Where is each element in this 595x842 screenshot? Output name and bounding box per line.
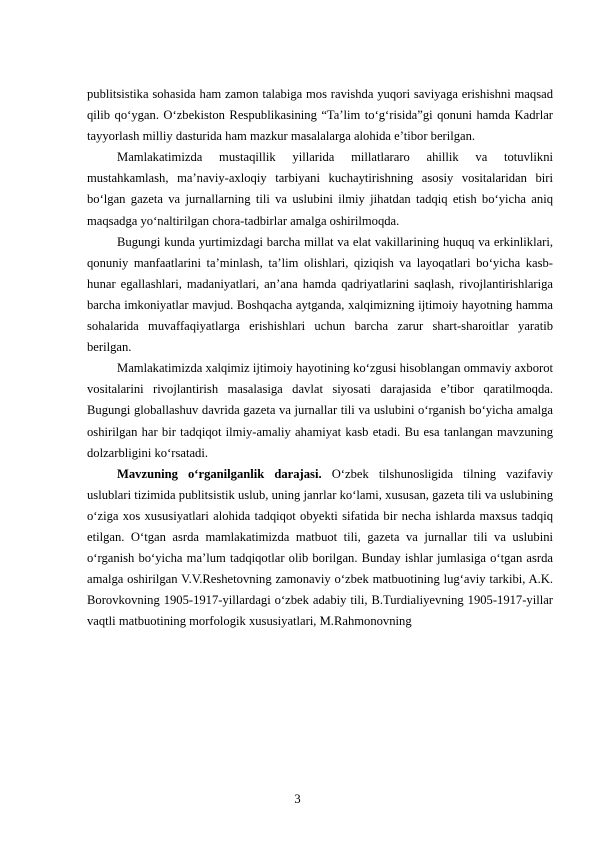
paragraph-bugungi-kunda: Bugungi kunda yurtimizdagi barcha millat va elat vakillarining huquq va erkinliklari, qonuniy manfaatlarini ta’minlash, ta’lim olishlari, qiziqish va layoqatlari bo‘yicha kasb-hunar egallashlari, madaniyatlari, an’ana hamda qadriyatlarini saqlash, rivojlantirishlariga barcha imkoniyatlar mavjud. Boshqacha aytganda, xalqimizning ijtimoiy hayotning hamma sohalarida muvaffaqiyatlarga erishishlari uchun barcha zarur shart-sharoitlar yaratib berilgan.	[87, 234, 553, 355]
paragraph-organilganlik-text: O‘zbek tilshunosligida tilning vazifaviy uslublari tizimida publitsistik uslub, uning janrlar ko‘lami, xususan, gazeta tili va uslubining o‘ziga xos xususiyatlari alohida tadqiqot obyekti sifatida bir necha ishlarda maxsus tadqiq etilgan. O‘tgan asrda mamlakatimizda matbuot tili, gazeta va jurnallar tili va uslubini o‘rganish bo‘yicha ma’lum tadqiqotlar olib borilgan. Bunday ishlar jumlasiga o‘tgan asrda amalga oshirilgan V.V.Reshetovning zamonaviy o‘zbek matbuotining lug‘aviy tarkibi, A.K. Borovkovning 1905-1917-yillardagi o‘zbek adabiy tili, B.Turdialiyevning 1905-1917-yillar vaqtli matbuotining morfologik xususiyatlari, M.Rahmonovning	[87, 466, 554, 629]
paragraph-organilganlik	[87, 464, 553, 633]
page-number: 3	[294, 792, 301, 806]
paragraph-ommaviy-axborot: Mamlakatimizda xalqimiz ijtimoiy hayotining ko‘zgusi hisoblangan ommaviy axborot vositalarini rivojlantirish masalasiga davlat siyosati darajasida e’tibor qaratilmoqda. Bugungi globallashuv davrida gazeta va jurnallar tili va uslubini o‘rganish bo‘yicha amalga oshirilgan har bir tadqiqot ilmiy-amaliy ahamiyat kasb etadi. Bu esa tanlangan mavzuning dolzarbligini ko‘rsatadi.	[87, 361, 553, 460]
body-text	[87, 84, 553, 632]
paragraph-mustaqillik: Mamlakatimizda mustaqillik yillarida millatlararo ahillik va totuvlikni mustahkamlash, ma’naviy-axloqiy tarbiyani kuchaytirishning asosiy vositalaridan biri bo‘lgan gazeta va jurnallarning tili va uslubini ilmiy jihatdan tadqiq etish bo‘yicha aniq maqsadga yo‘naltirilgan chora-tadbirlar amalga oshirilmoqda.	[87, 150, 553, 228]
paragraph-continuation: publitsistika sohasida ham zamon talabiga mos ravishda yuqori saviyaga erishishni maqsad qilib qo‘ygan. O‘zbekiston Respublikasining “Ta’lim to‘g‘risida”gi qonuni hamda Kadrlar tayyorlash milliy dasturida ham mazkur masalalarga alohida e’tibor berilgan.	[87, 87, 553, 144]
section-lead-heading: Mavzuning o‘rganilganlik darajasi.	[117, 466, 322, 481]
